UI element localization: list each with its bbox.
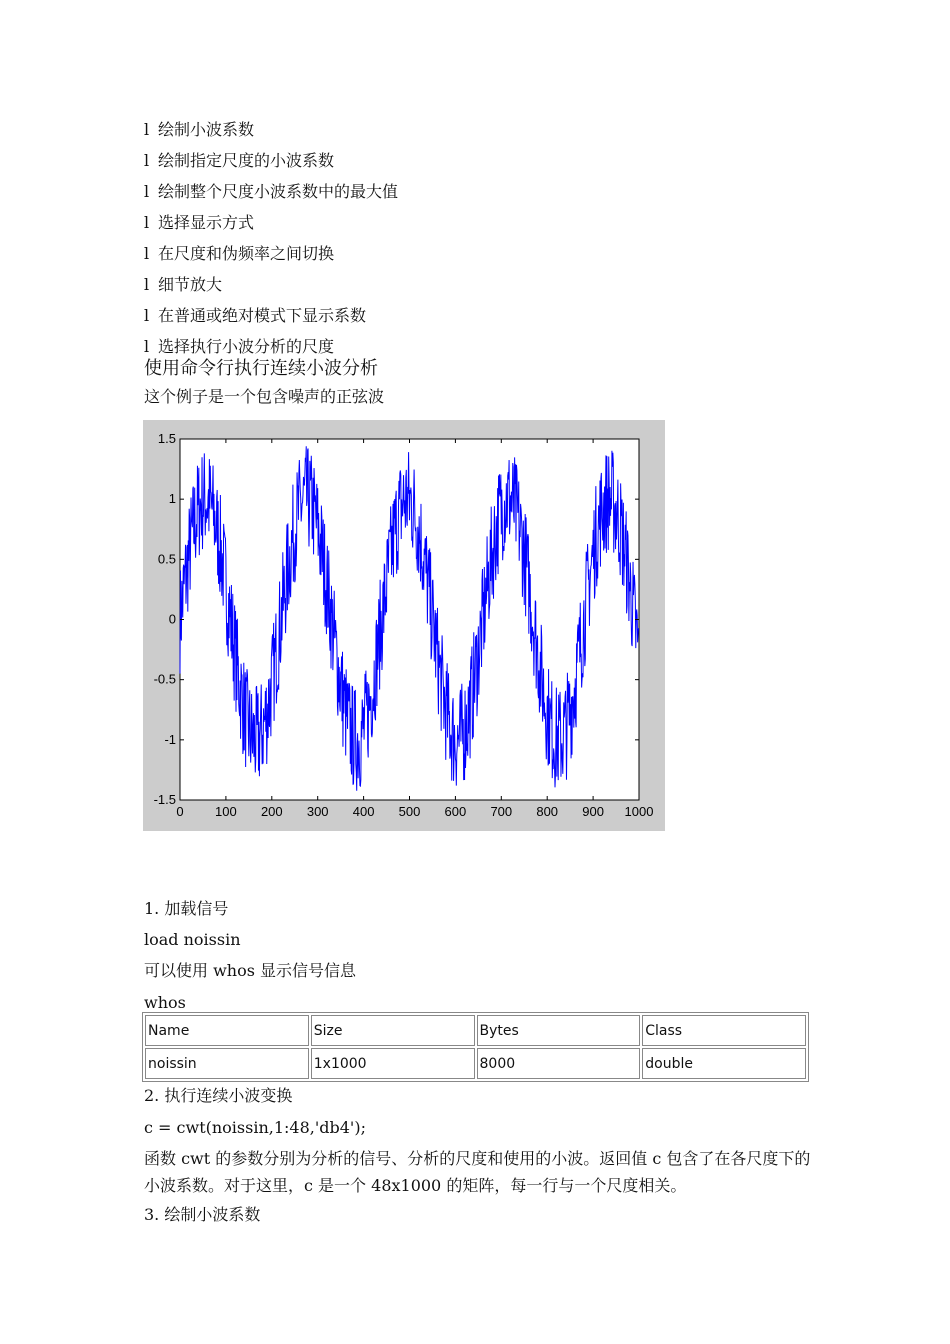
x-tick-label: 500 bbox=[398, 804, 421, 819]
table-cell: noissin bbox=[145, 1048, 309, 1079]
table-cell: 8000 bbox=[477, 1048, 641, 1079]
step-2-description: 函数 cwt 的参数分别为分析的信号、分析的尺度和使用的小波。返回值 c 包含了在各尺度下的小波系数。对于这里，c 是一个 48x1000 的矩阵，每一行与一个尺度相关。 bbox=[144, 1149, 811, 1195]
table-header-cell: Class bbox=[642, 1015, 806, 1046]
y-tick-label: -1 bbox=[164, 731, 176, 747]
table-cell: 1x1000 bbox=[311, 1048, 475, 1079]
bullet-item: l 在尺度和伪频率之间切换 bbox=[144, 244, 335, 263]
x-tick-label: 800 bbox=[536, 804, 559, 819]
step-1-title: 1. 加载信号 bbox=[144, 899, 229, 918]
code-line: c = cwt(noissin,1:48,'db4'); bbox=[144, 1118, 366, 1137]
bullet-item: l 选择执行小波分析的尺度 bbox=[144, 337, 335, 356]
code-line: whos bbox=[144, 993, 186, 1012]
bullet-item: l 选择显示方式 bbox=[144, 213, 255, 232]
table-row bbox=[145, 1048, 806, 1079]
y-tick-label: -0.5 bbox=[153, 671, 176, 687]
x-tick-label: 400 bbox=[352, 804, 375, 819]
y-tick-label: 0 bbox=[168, 611, 176, 627]
x-tick-label: 1000 bbox=[624, 804, 654, 819]
x-tick-label: 600 bbox=[444, 804, 467, 819]
section-heading: 使用命令行执行连续小波分析 bbox=[144, 358, 378, 379]
x-tick-label: 0 bbox=[176, 804, 184, 819]
x-tick-label: 200 bbox=[260, 804, 283, 819]
table-header-cell: Bytes bbox=[477, 1015, 641, 1046]
step-3-title: 3. 绘制小波系数 bbox=[144, 1205, 261, 1224]
table-header-cell: Size bbox=[311, 1015, 475, 1046]
table-header-row bbox=[145, 1015, 806, 1046]
table-cell: double bbox=[642, 1048, 806, 1079]
y-tick-label: 0.5 bbox=[157, 551, 176, 567]
bullet-item: l 在普通或绝对模式下显示系数 bbox=[144, 306, 367, 325]
x-tick-label: 300 bbox=[306, 804, 329, 819]
x-tick-label: 700 bbox=[490, 804, 513, 819]
step-1-note: 可以使用 whos 显示信号信息 bbox=[144, 961, 357, 980]
bullet-item: l 细节放大 bbox=[144, 275, 223, 294]
line-chart bbox=[143, 420, 665, 831]
y-tick-label: 1.5 bbox=[157, 431, 176, 446]
y-tick-label: 1 bbox=[168, 491, 176, 507]
x-tick-label: 900 bbox=[582, 804, 604, 819]
y-tick-label: -1.5 bbox=[153, 792, 176, 807]
noisy-sine-figure bbox=[143, 420, 665, 831]
step-2-title: 2. 执行连续小波变换 bbox=[144, 1086, 293, 1105]
table-header-cell: Name bbox=[145, 1015, 309, 1046]
intro-text: 这个例子是一个包含噪声的正弦波 bbox=[144, 387, 385, 406]
code-line: load noissin bbox=[144, 930, 241, 949]
x-tick-label: 100 bbox=[215, 804, 237, 819]
bullet-item: l 绘制整个尺度小波系数中的最大值 bbox=[144, 182, 399, 201]
whos-table bbox=[142, 1012, 809, 1082]
bullet-item: l 绘制指定尺度的小波系数 bbox=[144, 151, 335, 170]
bullet-item: l 绘制小波系数 bbox=[144, 120, 255, 139]
